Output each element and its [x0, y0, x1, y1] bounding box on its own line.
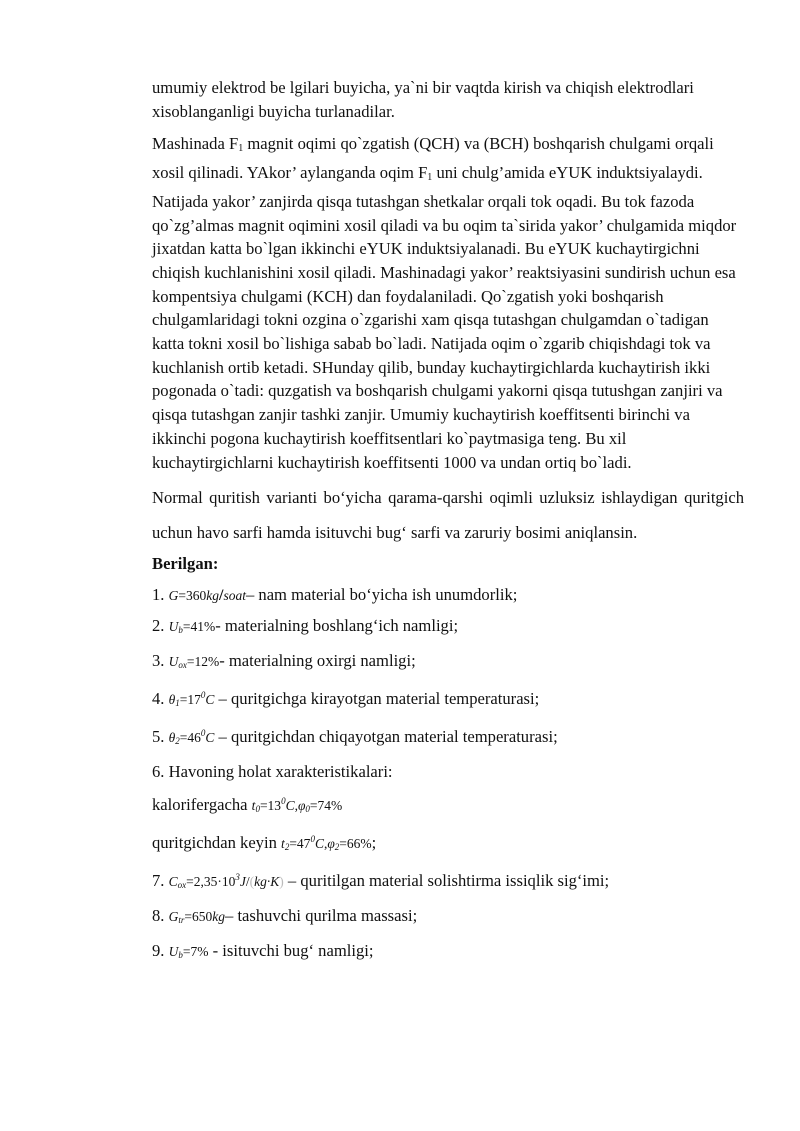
- formula-value: =650: [184, 909, 213, 925]
- paragraph-text: magnit oqimi qo`zgatish (QCH) va (BCH) boshqarish chulgami orqali xosil qilinadi. YAkor’ aylanganda oqim F: [152, 134, 714, 183]
- formula-unit: C: [205, 730, 215, 746]
- formula-subscript: b: [178, 625, 183, 636]
- formula-slash: /: [218, 587, 224, 605]
- formula-value: =7%: [182, 944, 209, 960]
- formula-variable: C: [168, 874, 178, 890]
- formula-steam-moisture: [169, 944, 209, 959]
- formula-unit: C: [314, 836, 324, 852]
- formula-separator: ,: [294, 798, 298, 814]
- given-item-2: [152, 614, 744, 642]
- paragraph-text: uni chulg’amida eYUK induktsiyalaydi. Natijada yakor’ zanjirda qisqa tutashgan shetkalar orqali tok oqadi. Bu tok fazoda qo`zg’almas magnit oqimini xosil qiladi va bu oqim ta`sirida yakor’ chulgamida miqdor jixatdan katta bo`lgan ikkinchi eYUK induktsiyalanadi. Bu eYUK kuchaytirgichni chiqish kuchlanishini xosil qiladi. Mashinadagi yakor’ reaktsiyasini sundirish uchun esa kompentsiya chulgami (KCH) dan foydalaniladi. Qo`zgatish yoki boshqarish chulgamlaridagi tokni ozgina o`zgarishi xam qisqa tutashgan chulgamdan o`tadigan katta tokni xosil bo`lishiga sabab bo`ladi. Natijada oqim o`zgarib chiqishdagi tok va kuchlanish ortib ketadi. SHunday qilib, bunday kuchaytirgichlarda kuchaytirish ikki pogonada o`tadi: quzgatish va boshqarish chulgami yakorni qisqa tutushgan zanjiri va qisqa tutashgan zanjir tashki zanjir. Umumiy kuchaytirish koeffitsenti birinchi va ikkinchi pogona kuchaytirish koeffitsentlari ko`paytmasiga teng. Bu xil kuchaytirgichlarni kuchaytirish koeffitsenti 1000 va undan ortiq bo`ladi.: [152, 163, 737, 472]
- formula-superscript: 0: [200, 690, 206, 701]
- formula-unit: kg: [206, 588, 219, 604]
- formula-subscript: tr: [178, 915, 185, 926]
- item-description: – quritilgan material solishtirma issiqlik sig‘imi;: [287, 871, 610, 891]
- formula-paren: (: [249, 874, 255, 890]
- item-description: - materialning boshlang‘ich namligi;: [215, 616, 459, 636]
- given-item-1: [152, 583, 744, 607]
- formula-value: =2,35·10: [186, 874, 236, 890]
- formula-subscript: b: [178, 950, 183, 961]
- formula-value: =360: [178, 588, 207, 604]
- formula-variable: φ: [297, 798, 306, 814]
- formula-subscript: ox: [177, 880, 187, 891]
- formula-subscript: 0: [305, 804, 310, 815]
- formula-unit: soat: [223, 588, 246, 604]
- formula-specific-heat: [169, 874, 284, 889]
- item-number: 7.: [152, 871, 165, 891]
- paragraph-task-statement: [152, 480, 744, 550]
- paragraph-text: Mashinada F: [152, 134, 239, 154]
- item-description: kalorifergacha: [152, 795, 248, 815]
- formula-productivity: [169, 588, 246, 603]
- formula-subscript: 0: [255, 804, 260, 815]
- formula-subscript: 2: [334, 842, 340, 853]
- formula-variable: θ: [168, 692, 176, 708]
- given-item-6-before-heater: [152, 790, 744, 821]
- item-description: - isituvchi bug‘ namligi;: [212, 941, 374, 961]
- formula-separator: ,: [323, 836, 328, 852]
- formula-subscript: 2: [175, 736, 180, 747]
- given-item-7: [152, 866, 744, 897]
- formula-value: =46: [179, 730, 201, 746]
- item-description: – tashuvchi qurilma massasi;: [225, 906, 418, 926]
- formula-subscript: 2: [284, 842, 290, 853]
- given-item-3: [152, 649, 744, 677]
- formula-variable: U: [168, 654, 179, 670]
- formula-value: =17: [179, 692, 201, 708]
- item-description: – quritgichdan chiqayotgan material temperaturasi;: [218, 727, 558, 747]
- paragraph-machine-description: [152, 132, 744, 474]
- formula-outlet-temperature: [169, 730, 215, 745]
- document-page: [152, 76, 744, 974]
- formula-value: =12%: [186, 654, 220, 670]
- flux-subscript: 1: [427, 172, 433, 184]
- item-number: 3.: [152, 651, 165, 671]
- formula-superscript: 0: [281, 796, 286, 807]
- item-punctuation: ;: [371, 833, 377, 853]
- formula-subscript: 1: [175, 698, 180, 709]
- formula-paren: ): [279, 874, 284, 890]
- item-number: 2.: [152, 616, 165, 636]
- paragraph-electrode-classification: [152, 76, 744, 123]
- item-number: 1.: [152, 585, 165, 605]
- formula-inlet-temperature: [169, 692, 215, 707]
- formula-value: =47: [289, 836, 311, 852]
- formula-unit: C: [205, 692, 215, 708]
- formula-unit: C: [285, 798, 295, 814]
- formula-variable: t: [281, 836, 285, 852]
- formula-air-before-heater: [252, 798, 343, 813]
- formula-variable: U: [168, 619, 179, 635]
- formula-variable: G: [168, 909, 179, 925]
- item-description: – nam material bo‘yicha ish unumdorlik;: [245, 585, 518, 605]
- given-item-9: [152, 939, 744, 967]
- formula-unit: kg·K: [254, 874, 280, 890]
- paragraph-text: umumiy elektrod be lgilari buyicha, ya`ni bir vaqtda kirish va chiqish elektrodlari xisoblanganligi buyicha turlanadilar.: [152, 78, 694, 121]
- formula-variable: U: [168, 944, 179, 960]
- item-number: 8.: [152, 906, 165, 926]
- given-item-5: [152, 722, 744, 753]
- formula-value: =66%: [339, 836, 372, 852]
- formula-slash: /: [245, 874, 250, 890]
- formula-value: =13: [259, 798, 282, 814]
- formula-initial-moisture: [169, 619, 216, 634]
- given-item-8: [152, 904, 744, 932]
- given-heading: Berilgan:: [152, 554, 219, 574]
- formula-value: =41%: [182, 619, 216, 635]
- item-number: 9.: [152, 941, 165, 961]
- item-number: 5.: [152, 727, 165, 747]
- flux-subscript: 1: [238, 143, 244, 155]
- formula-final-moisture: [169, 654, 220, 669]
- formula-unit: J: [239, 874, 246, 890]
- formula-variable: G: [168, 588, 179, 604]
- formula-superscript: 3: [235, 872, 240, 883]
- formula-variable: θ: [168, 730, 176, 746]
- item-number: 4.: [152, 689, 165, 709]
- formula-value: =74%: [309, 798, 343, 814]
- formula-air-after-dryer: [281, 836, 372, 851]
- formula-superscript: 0: [200, 728, 206, 739]
- item-description: quritgichdan keyin: [152, 833, 277, 853]
- formula-subscript: ox: [178, 660, 187, 671]
- given-item-6: 6. Havoning holat xarakteristikalari:: [152, 762, 393, 782]
- given-item-4: [152, 684, 744, 715]
- formula-carrier-mass: [169, 909, 225, 924]
- given-item-6-after-dryer: [152, 828, 744, 859]
- formula-variable: t: [251, 798, 256, 814]
- formula-unit: kg: [212, 909, 225, 925]
- item-description: - materialning oxirgi namligi;: [219, 651, 416, 671]
- formula-superscript: 0: [310, 834, 315, 845]
- formula-variable: φ: [327, 836, 335, 852]
- item-description: – quritgichga kirayotgan material temperaturasi;: [218, 689, 540, 709]
- paragraph-text: Normal quritish varianti bo‘yicha qarama-qarshi oqimli uzluksiz ishlaydigan quritgich uchun havo sarfi hamda isituvchi bug‘ sarfi va zaruriy bosimi aniqlansin.: [152, 488, 744, 543]
